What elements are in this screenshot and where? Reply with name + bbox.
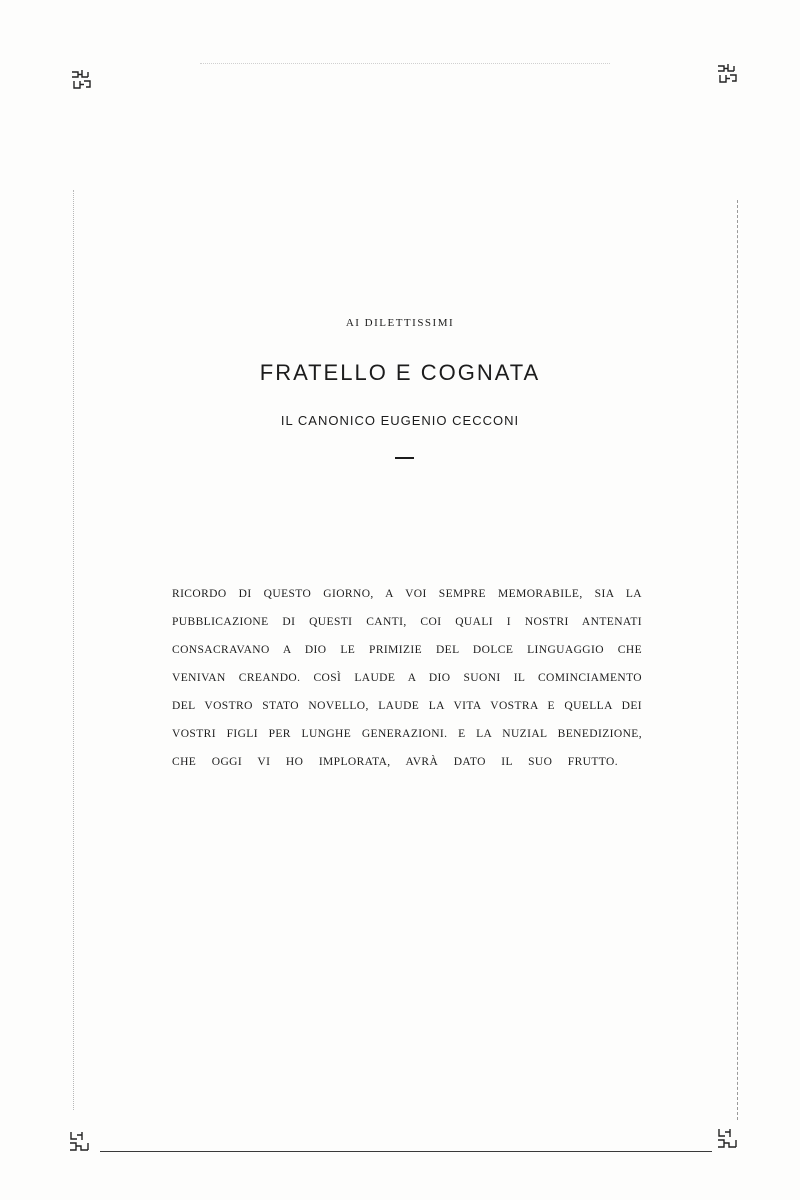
dedication-body-line: CHE OGGI VI HO IMPLORATA, AVRÀ DATO IL SUO FRUTTO. xyxy=(172,756,618,768)
dedication-headline: FRATELLO E COGNATA xyxy=(259,360,541,385)
dedication-body xyxy=(172,580,642,776)
dedication-body-line: CONSACRAVANO A DIO LE PRIMIZIE DEL DOLCE LINGUAGGIO CHE xyxy=(172,644,642,656)
dedication-body-line: VOSTRI FIGLI PER LUNGHE GENERAZIONI. E LA NUZIAL BENEDIZIONE, xyxy=(172,728,642,740)
dedication-body-line: DEL VOSTRO STATO NOVELLO, LAUDE LA VITA VOSTRA E QUELLA DEI xyxy=(172,700,642,712)
top-frame-rule xyxy=(200,63,610,64)
dedication-body-line: VENIVAN CREANDO. COSÌ LAUDE A DIO SUONI IL COMINCIAMENTO xyxy=(172,672,642,684)
dedication-author: IL CANONICO EUGENIO CECCONI xyxy=(280,413,520,428)
fret-ornament-icon xyxy=(716,1127,738,1149)
dedication-body-line: PUBBLICAZIONE DI QUESTI CANTI, COI QUALI I NOSTRI ANTENATI xyxy=(172,616,642,628)
fret-ornament-icon xyxy=(70,68,92,90)
bottom-frame-rule xyxy=(100,1151,712,1152)
fret-ornament-icon xyxy=(68,1130,90,1152)
dedication-recipient-line: AI DILETTISSIMI xyxy=(345,317,455,329)
dedication-body-line: RICORDO DI QUESTO GIORNO, A VOI SEMPRE MEMORABILE, SIA LA xyxy=(172,588,642,600)
fret-ornament-icon xyxy=(716,62,738,84)
section-divider xyxy=(395,457,414,459)
right-frame-rule xyxy=(737,200,738,1120)
